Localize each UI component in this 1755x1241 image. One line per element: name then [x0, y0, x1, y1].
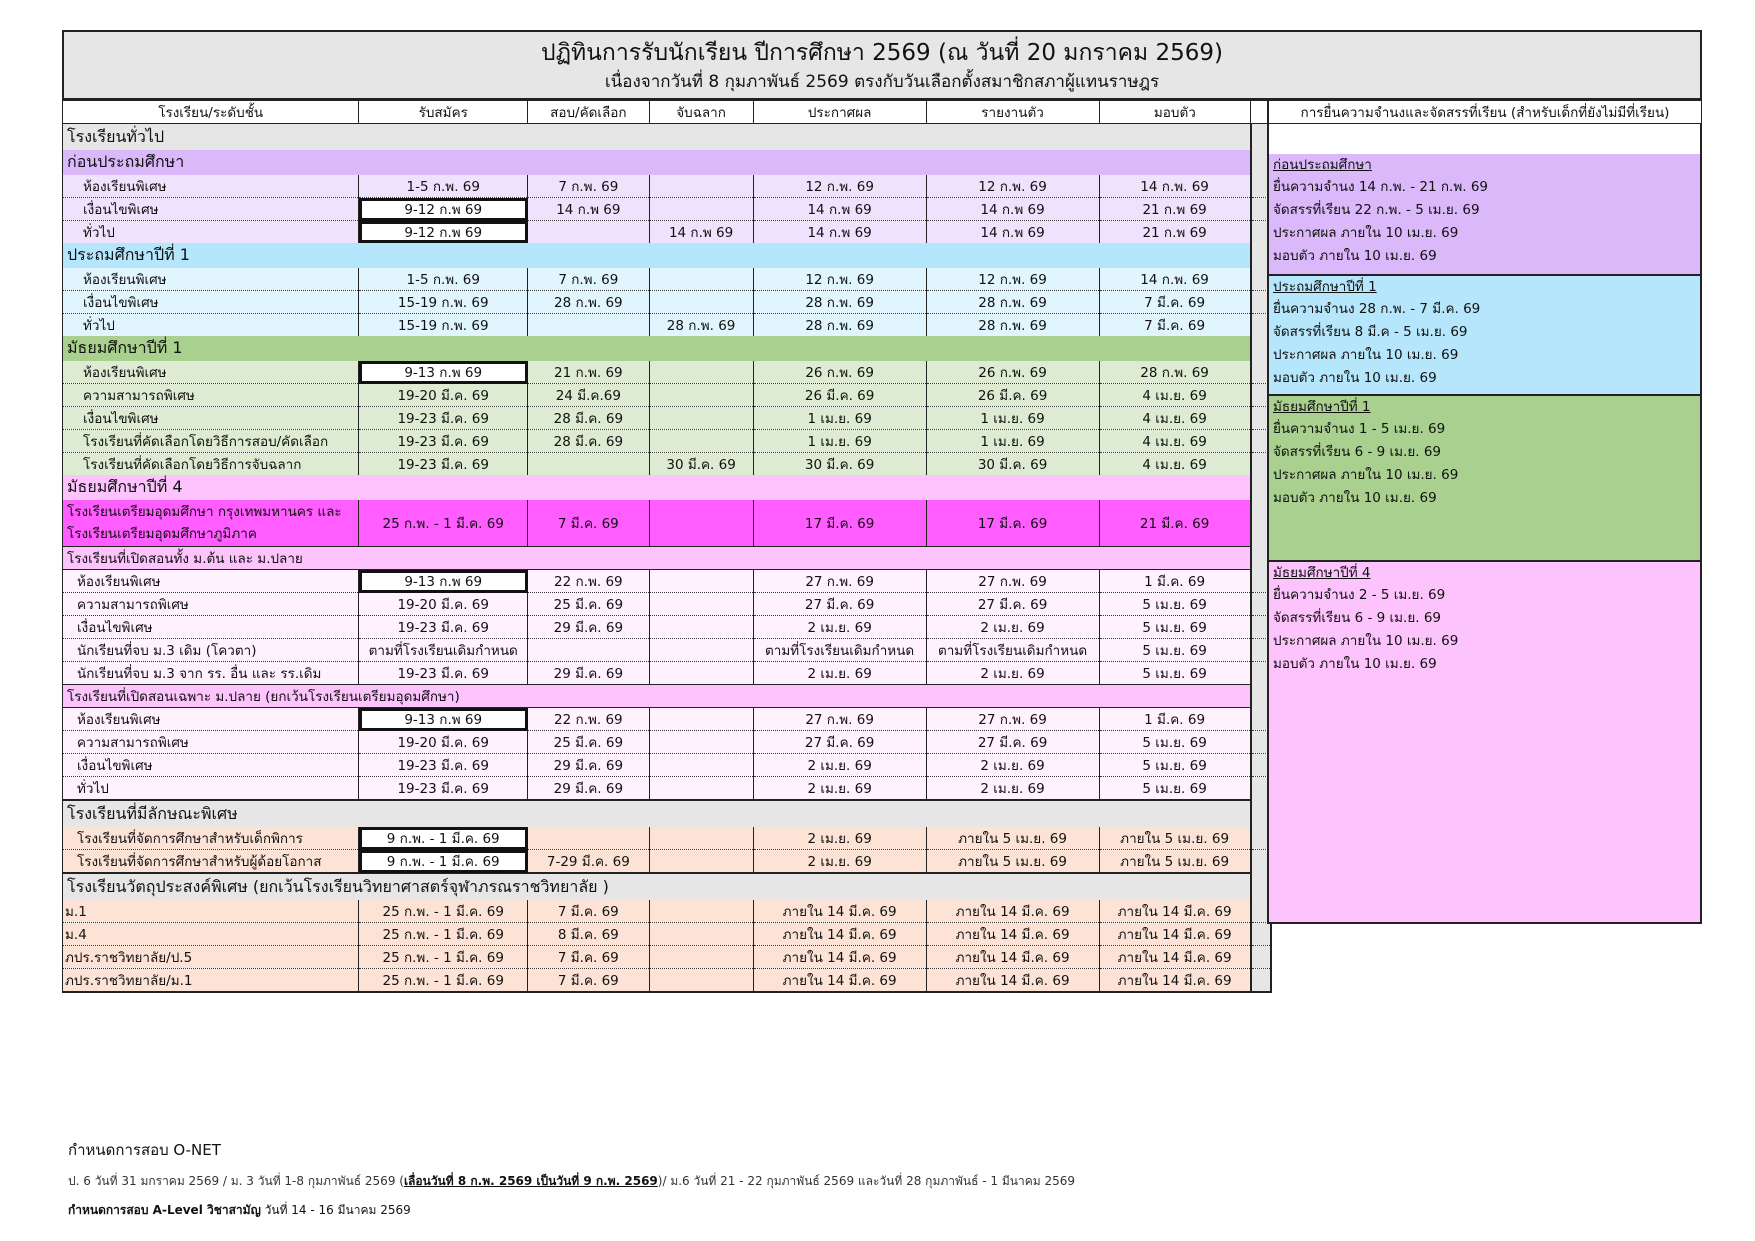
- row-label: ห้องเรียนพิเศษ: [63, 175, 359, 198]
- date-cell: ตามที่โรงเรียนเดิมกำหนด: [753, 639, 926, 662]
- allocation-panel-p1: [1267, 276, 1702, 396]
- date-cell: 19-20 มี.ค. 69: [359, 593, 528, 616]
- table-row: [63, 754, 1272, 777]
- section-label: โรงเรียนวัตถุประสงค์พิเศษ (ยกเว้นโรงเรียนวิทยาศาสตร์จุฬาภรณราชวิทยาลัย ): [63, 873, 1251, 900]
- date-cell: 24 มี.ค.69: [528, 384, 649, 407]
- date-cell: ภายใน 14 มี.ค. 69: [1099, 969, 1251, 993]
- column-header: จับฉลาก: [649, 101, 753, 124]
- date-cell: 29 มี.ค. 69: [528, 662, 649, 685]
- date-cell: 2 เม.ย. 69: [753, 827, 926, 850]
- row-label: ภปร.ราชวิทยาลัย/ป.5: [63, 946, 359, 969]
- allocation-column-blank: [1267, 124, 1702, 154]
- date-cell: [649, 361, 753, 384]
- date-cell: 5 เม.ย. 69: [1099, 639, 1251, 662]
- date-cell: 25 ก.พ. - 1 มี.ค. 69: [359, 500, 528, 547]
- row-label: ห้องเรียนพิเศษ: [63, 361, 359, 384]
- date-cell: 28 ก.พ. 69: [926, 291, 1099, 314]
- date-cell: 12 ก.พ. 69: [926, 268, 1099, 291]
- date-cell: 19-20 มี.ค. 69: [359, 731, 528, 754]
- date-cell: [528, 221, 649, 244]
- section-label: โรงเรียนทั่วไป: [63, 124, 1251, 151]
- date-cell: ภายใน 5 เม.ย. 69: [1099, 827, 1251, 850]
- date-cell: ภายใน 14 มี.ค. 69: [753, 969, 926, 993]
- allocation-line: ประกาศผล ภายใน 10 เม.ย. 69: [1273, 467, 1459, 483]
- date-cell: 28 ก.พ. 69: [926, 314, 1099, 337]
- table-row: [63, 198, 1272, 221]
- date-cell: ภายใน 14 มี.ค. 69: [1099, 923, 1251, 946]
- date-cell: 28 ก.พ. 69: [649, 314, 753, 337]
- date-cell: 4 เม.ย. 69: [1099, 407, 1251, 430]
- date-cell: [649, 593, 753, 616]
- date-cell: 1 เม.ย. 69: [753, 430, 926, 453]
- row-label: โรงเรียนที่คัดเลือกโดยวิธีการจับฉลาก: [63, 453, 359, 476]
- table-row: [63, 969, 1272, 993]
- date-cell: 28 ก.พ. 69: [753, 291, 926, 314]
- section-label: โรงเรียนที่มีลักษณะพิเศษ: [63, 800, 1251, 827]
- table-row: [63, 616, 1272, 639]
- date-cell: 9-13 ก.พ 69: [359, 361, 528, 384]
- table-row: [63, 900, 1272, 923]
- date-cell: 14 ก.พ 69: [649, 221, 753, 244]
- date-cell: [649, 616, 753, 639]
- allocation-line: มอบตัว ภายใน 10 เม.ย. 69: [1273, 370, 1437, 386]
- date-cell: 26 ก.พ. 69: [753, 361, 926, 384]
- date-cell: ภายใน 14 มี.ค. 69: [926, 900, 1099, 923]
- row-label: ม.4: [63, 923, 359, 946]
- date-cell: 9-12 ก.พ 69: [359, 221, 528, 244]
- date-cell: [649, 923, 753, 946]
- date-cell: 25 มี.ค. 69: [528, 731, 649, 754]
- section-m4: [63, 475, 1272, 500]
- date-cell: 1-5 ก.พ. 69: [359, 175, 528, 198]
- row-label: ความสามารถพิเศษ: [63, 384, 359, 407]
- table-row: [63, 923, 1272, 946]
- date-cell: 19-23 มี.ค. 69: [359, 662, 528, 685]
- date-cell: 5 เม.ย. 69: [1099, 731, 1251, 754]
- date-cell: [649, 827, 753, 850]
- date-cell: [649, 407, 753, 430]
- date-cell: 25 ก.พ. - 1 มี.ค. 69: [359, 946, 528, 969]
- row-label: โรงเรียนที่จัดการศึกษาสำหรับเด็กพิการ: [63, 827, 359, 850]
- date-cell: 14 ก.พ 69: [753, 221, 926, 244]
- date-cell: ภายใน 14 มี.ค. 69: [926, 946, 1099, 969]
- date-cell: [649, 777, 753, 801]
- date-cell: 7 มี.ค. 69: [528, 500, 649, 547]
- date-cell: 7 ก.พ. 69: [528, 175, 649, 198]
- row-label: ห้องเรียนพิเศษ: [63, 570, 359, 593]
- date-cell: [528, 639, 649, 662]
- date-cell: 1-5 ก.พ. 69: [359, 268, 528, 291]
- date-cell: 5 เม.ย. 69: [1099, 754, 1251, 777]
- table-row: [63, 708, 1272, 731]
- table-row: [63, 777, 1272, 801]
- table-row: [63, 430, 1272, 453]
- date-cell: ภายใน 14 มี.ค. 69: [1099, 900, 1251, 923]
- allocation-heading: ประถมศึกษาปีที่ 1: [1273, 279, 1377, 295]
- section-label: ประถมศึกษาปีที่ 1: [63, 243, 1251, 268]
- row-label-line: โรงเรียนเตรียมอุดมศึกษา กรุงเทพมหานคร และ: [67, 504, 342, 520]
- date-cell: [649, 291, 753, 314]
- date-cell: 28 มี.ค. 69: [528, 407, 649, 430]
- date-cell: [649, 500, 753, 547]
- row-label: ห้องเรียนพิเศษ: [63, 268, 359, 291]
- date-cell: 12 ก.พ. 69: [753, 268, 926, 291]
- column-header: โรงเรียน/ระดับชั้น: [63, 101, 359, 124]
- date-cell: 19-23 มี.ค. 69: [359, 777, 528, 801]
- date-cell: 7 มี.ค. 69: [1099, 314, 1251, 337]
- date-cell: [649, 708, 753, 731]
- date-cell: ภายใน 5 เม.ย. 69: [926, 850, 1099, 874]
- date-cell: ภายใน 14 มี.ค. 69: [753, 923, 926, 946]
- row-label: ทั่วไป: [63, 221, 359, 244]
- allocation-line: มอบตัว ภายใน 10 เม.ย. 69: [1273, 248, 1437, 264]
- row-label: เงื่อนไขพิเศษ: [63, 291, 359, 314]
- date-cell: 7 มี.ค. 69: [528, 969, 649, 993]
- date-cell: 9-13 ก.พ 69: [359, 708, 528, 731]
- date-cell: ภายใน 14 มี.ค. 69: [926, 969, 1099, 993]
- date-cell: [649, 850, 753, 874]
- date-cell: 7-29 มี.ค. 69: [528, 850, 649, 874]
- date-cell: ภายใน 14 มี.ค. 69: [926, 923, 1099, 946]
- date-cell: 25 ก.พ. - 1 มี.ค. 69: [359, 969, 528, 993]
- date-cell: 9 ก.พ. - 1 มี.ค. 69: [359, 850, 528, 874]
- date-cell: 27 ก.พ. 69: [926, 708, 1099, 731]
- date-cell: [528, 314, 649, 337]
- date-cell: 12 ก.พ. 69: [753, 175, 926, 198]
- table-row: [63, 731, 1272, 754]
- date-cell: 7 มี.ค. 69: [528, 900, 649, 923]
- date-cell: 27 มี.ค. 69: [753, 593, 926, 616]
- date-cell: ตามที่โรงเรียนเดิมกำหนด: [926, 639, 1099, 662]
- table-row: [63, 593, 1272, 616]
- date-cell: 22 ก.พ. 69: [528, 570, 649, 593]
- date-cell: 21 ก.พ 69: [1099, 221, 1251, 244]
- date-cell: [649, 754, 753, 777]
- date-cell: 2 เม.ย. 69: [753, 777, 926, 801]
- date-cell: 17 มี.ค. 69: [926, 500, 1099, 547]
- date-cell: 14 ก.พ 69: [926, 221, 1099, 244]
- table-row: [63, 291, 1272, 314]
- table-row: [63, 384, 1272, 407]
- date-cell: 27 มี.ค. 69: [926, 731, 1099, 754]
- date-cell: [528, 453, 649, 476]
- table-row: [63, 946, 1272, 969]
- date-cell: ตามที่โรงเรียนเดิมกำหนด: [359, 639, 528, 662]
- onet-text: ป. 6 วันที่ 31 มกราคม 2569 / ม. 3 วันที่ 1-8 กุมภาพันธ์ 2569 (: [68, 1174, 404, 1188]
- date-cell: [649, 731, 753, 754]
- date-cell: 27 มี.ค. 69: [753, 731, 926, 754]
- section-p1: [63, 243, 1272, 268]
- allocation-line: ประกาศผล ภายใน 10 เม.ย. 69: [1273, 347, 1459, 363]
- date-cell: 27 ก.พ. 69: [926, 570, 1099, 593]
- date-cell: 4 เม.ย. 69: [1099, 430, 1251, 453]
- gutter-cell: [1251, 969, 1271, 993]
- onet-text: )/ ม.6 วันที่ 21 - 22 กุมภาพันธ์ 2569 และวันที่ 28 กุมภาพันธ์ - 1 มีนาคม 2569: [657, 1174, 1075, 1188]
- date-cell: 14 ก.พ. 69: [1099, 268, 1251, 291]
- section-general-schools: [63, 124, 1272, 151]
- section-special-purpose: [63, 873, 1272, 900]
- row-label: เงื่อนไขพิเศษ: [63, 616, 359, 639]
- date-cell: 25 ก.พ. - 1 มี.ค. 69: [359, 923, 528, 946]
- allocation-panel-preschool: [1267, 154, 1702, 276]
- row-label: เงื่อนไขพิเศษ: [63, 754, 359, 777]
- allocation-panel-m4: [1267, 562, 1702, 924]
- section-special-character: [63, 800, 1272, 827]
- date-cell: [649, 430, 753, 453]
- date-cell: ภายใน 14 มี.ค. 69: [1099, 946, 1251, 969]
- footer-notes: [68, 1138, 1075, 1220]
- onet-schedule: [68, 1172, 1075, 1191]
- row-label: นักเรียนที่จบ ม.3 เดิม (โควตา): [63, 639, 359, 662]
- column-header: รายงานตัว: [926, 101, 1099, 124]
- date-cell: 21 มี.ค. 69: [1099, 500, 1251, 547]
- date-cell: 25 ก.พ. - 1 มี.ค. 69: [359, 900, 528, 923]
- date-cell: [649, 639, 753, 662]
- row-label: ห้องเรียนพิเศษ: [63, 708, 359, 731]
- alevel-title: กำหนดการสอบ A-Level วิชาสามัญ: [68, 1203, 261, 1217]
- date-cell: 2 เม.ย. 69: [926, 616, 1099, 639]
- date-cell: 2 เม.ย. 69: [926, 662, 1099, 685]
- date-cell: 7 ก.พ. 69: [528, 268, 649, 291]
- row-label: โรงเรียนที่คัดเลือกโดยวิธีการสอบ/คัดเลือก: [63, 430, 359, 453]
- date-cell: 8 มี.ค. 69: [528, 923, 649, 946]
- row-label: ม.1: [63, 900, 359, 923]
- allocation-line: ยื่นความจำนง 1 - 5 เม.ย. 69: [1273, 421, 1446, 437]
- section-label: มัธยมศึกษาปีที่ 1: [63, 336, 1251, 361]
- date-cell: 5 เม.ย. 69: [1099, 593, 1251, 616]
- allocation-line: จัดสรรที่เรียน 6 - 9 เม.ย. 69: [1273, 444, 1442, 460]
- table-row: [63, 175, 1272, 198]
- date-cell: [649, 384, 753, 407]
- row-label: เงื่อนไขพิเศษ: [63, 198, 359, 221]
- date-cell: 30 มี.ค. 69: [753, 453, 926, 476]
- date-cell: [649, 175, 753, 198]
- date-cell: 28 มี.ค. 69: [528, 430, 649, 453]
- allocation-line: ยื่นความจำนง 14 ก.พ. - 21 ก.พ. 69: [1273, 179, 1489, 195]
- date-cell: 5 เม.ย. 69: [1099, 616, 1251, 639]
- allocation-heading: ก่อนประถมศึกษา: [1273, 157, 1372, 173]
- date-cell: 19-23 มี.ค. 69: [359, 407, 528, 430]
- page-title: ปฏิทินการรับนักเรียน ปีการศึกษา 2569 (ณ วันที่ 20 มกราคม 2569): [540, 40, 1224, 66]
- subsection-upper-only: [63, 685, 1272, 708]
- row-label: โรงเรียนที่จัดการศึกษาสำหรับผู้ด้อยโอกาส: [63, 850, 359, 874]
- date-cell: 2 เม.ย. 69: [926, 777, 1099, 801]
- date-cell: 28 ก.พ. 69: [528, 291, 649, 314]
- date-cell: 25 มี.ค. 69: [528, 593, 649, 616]
- section-label: ก่อนประถมศึกษา: [63, 150, 1251, 175]
- date-cell: 1 เม.ย. 69: [753, 407, 926, 430]
- title-block: [62, 30, 1702, 100]
- allocation-line: ประกาศผล ภายใน 10 เม.ย. 69: [1273, 225, 1459, 241]
- date-cell: 27 มี.ค. 69: [926, 593, 1099, 616]
- date-cell: 30 มี.ค. 69: [649, 453, 753, 476]
- date-cell: 15-19 ก.พ. 69: [359, 291, 528, 314]
- triam-udom-row: [63, 500, 1272, 547]
- column-header: มอบตัว: [1099, 101, 1251, 124]
- date-cell: 29 มี.ค. 69: [528, 616, 649, 639]
- table-row: [63, 361, 1272, 384]
- section-preschool: [63, 150, 1272, 175]
- column-header: สอบ/คัดเลือก: [528, 101, 649, 124]
- date-cell: 9 ก.พ. - 1 มี.ค. 69: [359, 827, 528, 850]
- date-cell: 1 เม.ย. 69: [926, 430, 1099, 453]
- table-row: [63, 827, 1272, 850]
- date-cell: 27 ก.พ. 69: [753, 570, 926, 593]
- date-cell: 14 ก.พ 69: [926, 198, 1099, 221]
- date-cell: 2 เม.ย. 69: [753, 850, 926, 874]
- date-cell: 28 ก.พ. 69: [753, 314, 926, 337]
- date-cell: 1 มี.ค. 69: [1099, 708, 1251, 731]
- date-cell: 22 ก.พ. 69: [528, 708, 649, 731]
- page-subtitle: เนื่องจากวันที่ 8 กุมภาพันธ์ 2569 ตรงกับวันเลือกตั้งสมาชิกสภาผู้แทนราษฎร: [604, 72, 1160, 92]
- table-row: [63, 221, 1272, 244]
- date-cell: ภายใน 5 เม.ย. 69: [926, 827, 1099, 850]
- onet-postponed-note: เลื่อนวันที่ 8 ก.พ. 2569 เป็นวันที่ 9 ก.พ. 2569: [403, 1174, 658, 1188]
- date-cell: 26 มี.ค. 69: [753, 384, 926, 407]
- row-label: ทั่วไป: [63, 314, 359, 337]
- row-label: นักเรียนที่จบ ม.3 จาก รร. อื่น และ รร.เดิม: [63, 662, 359, 685]
- date-cell: 14 ก.พ 69: [528, 198, 649, 221]
- allocation-line: จัดสรรที่เรียน 22 ก.พ. - 5 เม.ย. 69: [1273, 202, 1480, 218]
- date-cell: ภายใน 5 เม.ย. 69: [1099, 850, 1251, 874]
- date-cell: [649, 900, 753, 923]
- date-cell: [649, 268, 753, 291]
- alevel-dates: วันที่ 14 - 16 มีนาคม 2569: [260, 1203, 411, 1217]
- subsection-label: โรงเรียนที่เปิดสอนเฉพาะ ม.ปลาย (ยกเว้นโรงเรียนเตรียมอุดมศึกษา): [63, 685, 1251, 708]
- column-header-row: [63, 101, 1272, 124]
- date-cell: 1 มี.ค. 69: [1099, 570, 1251, 593]
- date-cell: [649, 570, 753, 593]
- date-cell: [649, 946, 753, 969]
- row-label: ความสามารถพิเศษ: [63, 593, 359, 616]
- table-row: [63, 268, 1272, 291]
- date-cell: [649, 662, 753, 685]
- date-cell: 21 ก.พ 69: [1099, 198, 1251, 221]
- date-cell: ภายใน 14 มี.ค. 69: [753, 900, 926, 923]
- date-cell: 28 ก.พ. 69: [1099, 361, 1251, 384]
- date-cell: 7 มี.ค. 69: [1099, 291, 1251, 314]
- date-cell: 2 เม.ย. 69: [753, 616, 926, 639]
- row-label: เงื่อนไขพิเศษ: [63, 407, 359, 430]
- date-cell: 9-13 ก.พ 69: [359, 570, 528, 593]
- date-cell: 29 มี.ค. 69: [528, 754, 649, 777]
- date-cell: 14 ก.พ. 69: [1099, 175, 1251, 198]
- date-cell: 1 เม.ย. 69: [926, 407, 1099, 430]
- allocation-line: จัดสรรที่เรียน 6 - 9 เม.ย. 69: [1273, 610, 1442, 626]
- allocation-panel-m1: [1267, 396, 1702, 562]
- date-cell: [649, 969, 753, 993]
- allocation-line: มอบตัว ภายใน 10 เม.ย. 69: [1273, 490, 1437, 506]
- allocation-line: จัดสรรที่เรียน 8 มี.ค - 5 เม.ย. 69: [1273, 324, 1468, 340]
- date-cell: 19-23 มี.ค. 69: [359, 453, 528, 476]
- date-cell: 2 เม.ย. 69: [753, 662, 926, 685]
- date-cell: 30 มี.ค. 69: [926, 453, 1099, 476]
- allocation-line: ยื่นความจำนง 2 - 5 เม.ย. 69: [1273, 587, 1446, 603]
- date-cell: [528, 827, 649, 850]
- schedule-table: [62, 100, 1272, 993]
- date-cell: 15-19 ก.พ. 69: [359, 314, 528, 337]
- date-cell: ภายใน 14 มี.ค. 69: [753, 946, 926, 969]
- date-cell: 21 ก.พ. 69: [528, 361, 649, 384]
- date-cell: 14 ก.พ 69: [753, 198, 926, 221]
- date-cell: 4 เม.ย. 69: [1099, 384, 1251, 407]
- allocation-line: มอบตัว ภายใน 10 เม.ย. 69: [1273, 656, 1437, 672]
- date-cell: 5 เม.ย. 69: [1099, 777, 1251, 801]
- column-header: รับสมัคร: [359, 101, 528, 124]
- table-row: [63, 407, 1272, 430]
- date-cell: 2 เม.ย. 69: [753, 754, 926, 777]
- onet-title: กำหนดการสอบ O-NET: [68, 1141, 221, 1159]
- allocation-line: ประกาศผล ภายใน 10 เม.ย. 69: [1273, 633, 1459, 649]
- date-cell: 12 ก.พ. 69: [926, 175, 1099, 198]
- table-row: [63, 662, 1272, 685]
- table-row: [63, 639, 1272, 662]
- gutter-cell: [1251, 946, 1271, 969]
- row-label: ความสามารถพิเศษ: [63, 731, 359, 754]
- table-row: [63, 850, 1272, 874]
- date-cell: 19-23 มี.ค. 69: [359, 754, 528, 777]
- date-cell: [649, 198, 753, 221]
- row-label: [63, 500, 359, 547]
- date-cell: 17 มี.ค. 69: [753, 500, 926, 547]
- column-header: ประกาศผล: [753, 101, 926, 124]
- section-m1: [63, 336, 1272, 361]
- alevel-schedule: [68, 1201, 1075, 1220]
- allocation-heading: มัธยมศึกษาปีที่ 1: [1273, 399, 1371, 415]
- date-cell: 19-20 มี.ค. 69: [359, 384, 528, 407]
- allocation-column-header: การยื่นความจำนงและจัดสรรที่เรียน (สำหรับเด็กที่ยังไม่มีที่เรียน): [1267, 100, 1702, 124]
- date-cell: 5 เม.ย. 69: [1099, 662, 1251, 685]
- date-cell: 26 ก.พ. 69: [926, 361, 1099, 384]
- date-cell: 19-23 มี.ค. 69: [359, 430, 528, 453]
- allocation-line: ยื่นความจำนง 28 ก.พ. - 7 มี.ค. 69: [1273, 301, 1481, 317]
- gutter-cell: [1251, 923, 1271, 946]
- row-label: ทั่วไป: [63, 777, 359, 801]
- subsection-label: โรงเรียนที่เปิดสอนทั้ง ม.ต้น และ ม.ปลาย: [63, 547, 1251, 570]
- date-cell: 9-12 ก.พ 69: [359, 198, 528, 221]
- table-row: [63, 453, 1272, 476]
- date-cell: 29 มี.ค. 69: [528, 777, 649, 801]
- table-row: [63, 570, 1272, 593]
- date-cell: 19-23 มี.ค. 69: [359, 616, 528, 639]
- date-cell: 4 เม.ย. 69: [1099, 453, 1251, 476]
- date-cell: 2 เม.ย. 69: [926, 754, 1099, 777]
- subsection-both-levels: [63, 547, 1272, 570]
- allocation-heading: มัธยมศึกษาปีที่ 4: [1273, 565, 1371, 581]
- row-label: ภปร.ราชวิทยาลัย/ม.1: [63, 969, 359, 993]
- row-label-line: โรงเรียนเตรียมอุดมศึกษาภูมิภาค: [67, 526, 257, 542]
- date-cell: 27 ก.พ. 69: [753, 708, 926, 731]
- date-cell: 26 มี.ค. 69: [926, 384, 1099, 407]
- section-label: มัธยมศึกษาปีที่ 4: [63, 475, 1251, 500]
- date-cell: 7 มี.ค. 69: [528, 946, 649, 969]
- table-row: [63, 314, 1272, 337]
